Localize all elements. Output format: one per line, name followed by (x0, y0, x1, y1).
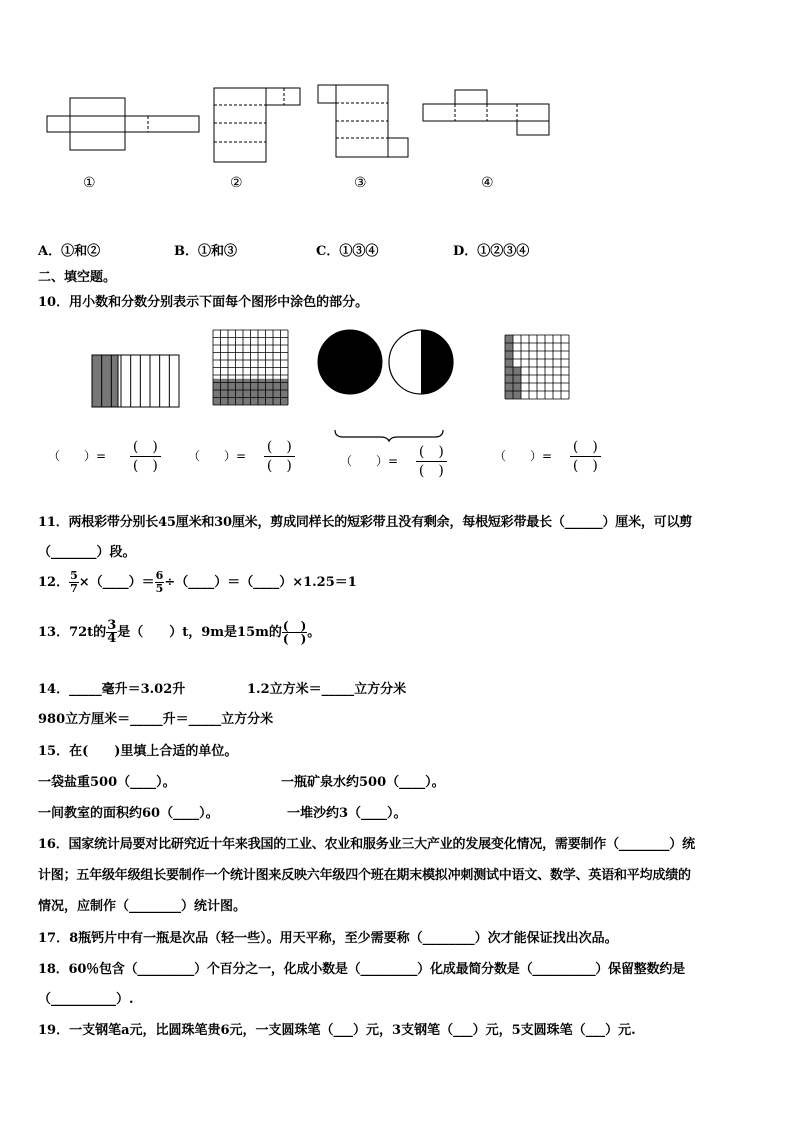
q10-answer-3[interactable]: （ ）= $\frac{( )}{( )}$ (340, 443, 447, 480)
option-d[interactable]: D．①②③④ (453, 244, 530, 259)
q10-figure-grid-small (505, 335, 569, 399)
q15-title: 15．在( )里填上合适的单位。 (38, 744, 238, 759)
q10-answer-1[interactable]: （ ）= $\frac{( )}{( )}$ (48, 438, 161, 475)
option-a[interactable]: A．①和② (38, 244, 101, 259)
cube-net-2 (214, 88, 300, 162)
q10-brace (333, 428, 445, 442)
option-b[interactable]: B．①和③ (174, 244, 238, 259)
cube-net-4 (423, 90, 549, 135)
net-label-1: ① (83, 175, 96, 191)
q16-line-1: 16．国家统计局要对比研究近十年来我国的工业、农业和服务业三大产业的发展变化情况，需要制作（________）统 (38, 837, 695, 852)
q10-figure-circles (318, 330, 453, 394)
q16-line-3: 情况，应制作（________）统计图。 (38, 899, 247, 914)
net-label-2: ② (230, 175, 243, 191)
q14-line-1b: 1.2立方米＝_____立方分米 (247, 682, 407, 697)
net-label-4: ④ (481, 175, 494, 191)
q18-line-1: 18．60％包含（_________）个百分之一，化成小数是（_________）化成最简分数是（__________）保留整数约是 (38, 962, 685, 977)
q11-line-2: （_______）段。 (38, 545, 136, 560)
q14-line-1a: 14．_____毫升＝3.02升 (38, 682, 186, 697)
q15-d: 一堆沙约3（____）。 (287, 806, 407, 821)
q19-text: 19．一支钢笔a元，比圆珠笔贵6元，一支圆珠笔（___）元，3支钢笔（___）元，5支圆珠笔（___）元. (38, 1023, 636, 1038)
q18-line-2: （__________）. (38, 992, 134, 1007)
q16-line-2: 计图；五年级年级组长要制作一个统计图来反映六年级四个班在期末模拟冲刺测试中语文、数学、英语和平均成绩的 (38, 868, 691, 883)
q12-text: 12． $\frac{5}{7}$ ×（____）＝ $\frac{6}{5}$ ÷（____）＝（____）×1.25＝1 (38, 569, 357, 595)
q13-text: 13．72t的 $\frac{3}{4}$ 是（ ）t，9m是15m的 $\frac{( )}{( )}$ 。 (38, 618, 321, 646)
section-title: 二、填空题。 (38, 270, 117, 285)
q11-line-1: 11．两根彩带分别长45厘米和30厘米，剪成同样长的短彩带且没有剩余，每根短彩带最长（______）厘米，可以剪 (38, 515, 693, 530)
q10-figure-strips (92, 355, 179, 407)
q10-figure-grid (213, 330, 288, 405)
q10-answer-2[interactable]: （ ）= $\frac{( )}{( )}$ (188, 438, 295, 475)
q10-figures (85, 325, 585, 410)
q10-answer-4[interactable]: （ ）= $\frac{( )}{( )}$ (494, 438, 601, 475)
cube-nets-figure (40, 80, 560, 170)
option-c[interactable]: C．①③④ (316, 244, 379, 259)
q10-text: 10．用小数和分数分别表示下面每个图形中涂色的部分。 (38, 295, 369, 310)
cube-net-3 (318, 85, 408, 157)
q14-line-2: 980立方厘米＝_____升＝_____立方分米 (38, 712, 274, 727)
q15-c: 一间教室的面积约60（____）。 (38, 806, 219, 821)
net-label-3: ③ (354, 175, 367, 191)
q15-b: 一瓶矿泉水约500（____）。 (281, 775, 445, 790)
q17-text: 17．8瓶钙片中有一瓶是次品（轻一些）。用天平称，至少需要称（________）次才能保证找出次品。 (38, 931, 618, 946)
q15-a: 一袋盐重500（____）。 (38, 775, 176, 790)
cube-net-1 (47, 98, 199, 150)
